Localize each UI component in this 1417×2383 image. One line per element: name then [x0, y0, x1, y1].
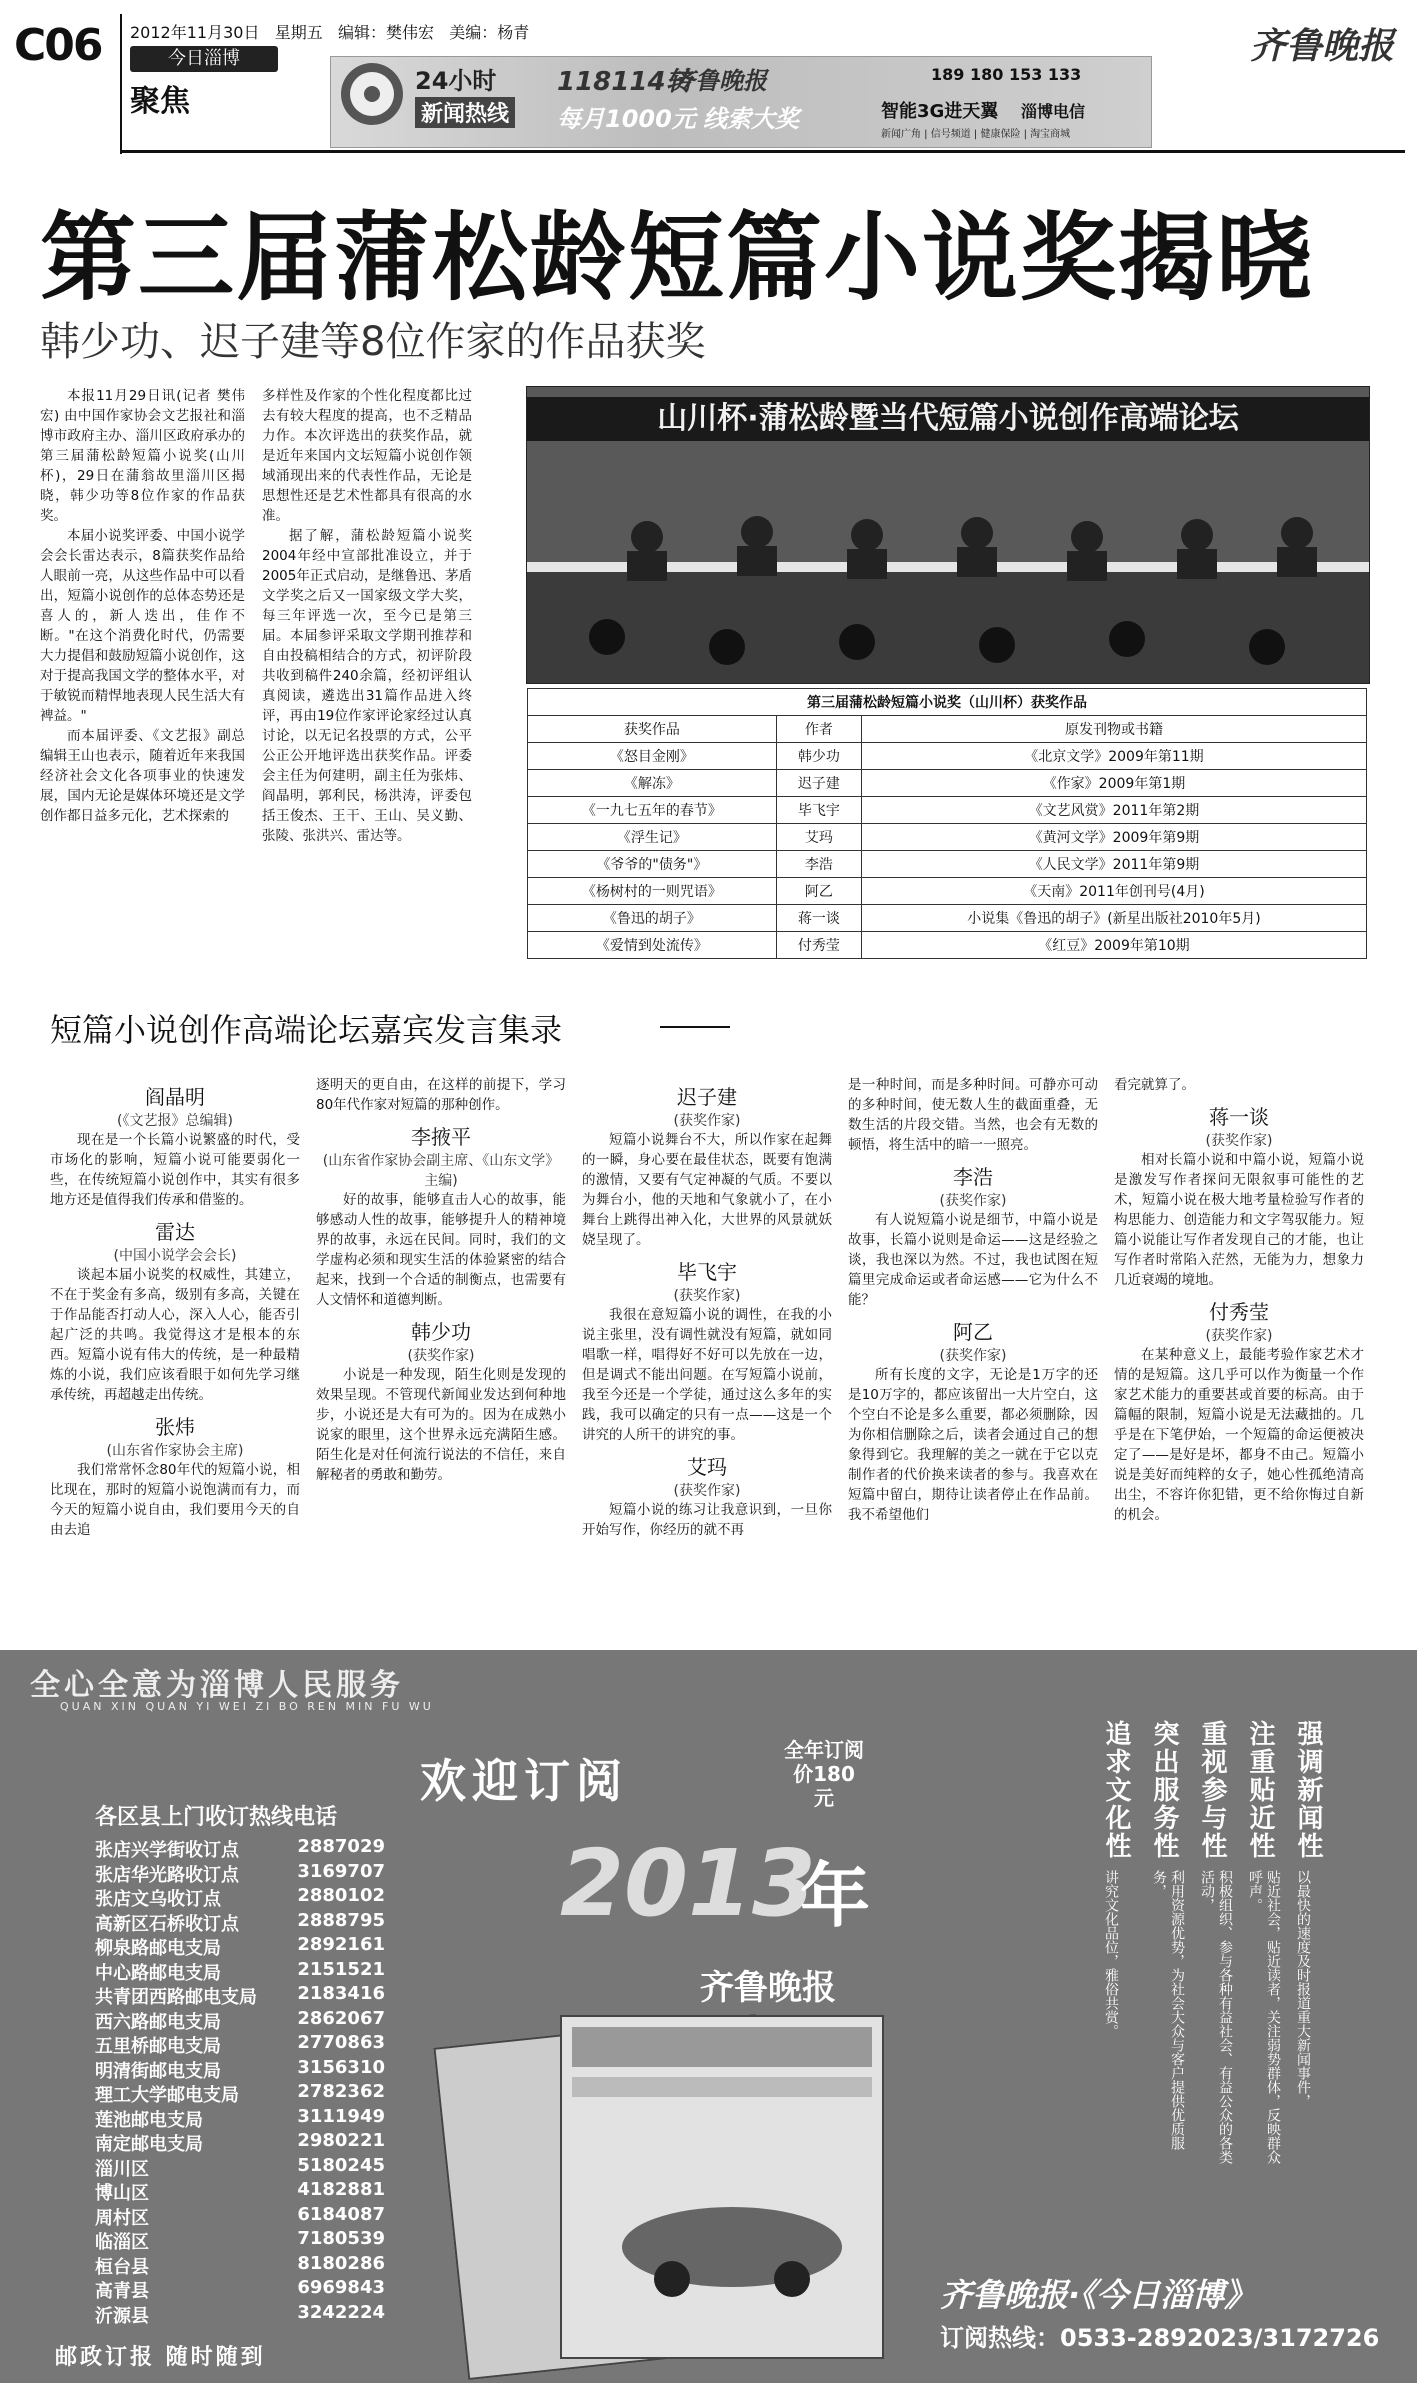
- ad-hotline-sub: 新闻热线: [415, 97, 515, 128]
- speaker-quote: 相对长篇小说和中篇小说，短篇小说是激发写作者探问无限叙事可能性的艺术，短篇小说在极大地考量检验写作者的构思能力、创造能力和文字驾驭能力。短篇小说能让写作者发现自己的才能，也让写作者时常陷入茫然，无能为力，想象力几近衰竭的境地。: [1114, 1152, 1364, 1288]
- article-column-1: [40, 386, 245, 826]
- table-row: [528, 905, 1367, 932]
- hotline-row[interactable]: [95, 2253, 385, 2279]
- forum-column-1: [50, 1075, 300, 1540]
- ad-hotline-label: 24小时: [415, 67, 497, 95]
- author: 阿乙: [776, 878, 861, 905]
- hotline-place: 柳泉路邮电支局: [95, 1938, 221, 1959]
- hotline-row[interactable]: [95, 2179, 385, 2205]
- ad-prize: 每月1000元: [557, 105, 696, 133]
- table-header: 原发刊物或书籍: [861, 716, 1366, 743]
- speaker-quote: 小说是一种发现，陌生化则是发现的效果呈现。不管现代新闻业发达到何种地步，小说还是大有可为的。因为在成熟小说家的眼里，这个世界永远充满陌生感。陌生化是对任何流行说法的不信任，来自解秘者的勇敢和勤劳。: [316, 1367, 566, 1483]
- hotline-row[interactable]: [95, 2008, 385, 2034]
- feature-title: 重视参与性: [1197, 1720, 1227, 1860]
- author: 毕飞宇: [776, 797, 861, 824]
- ad-phone: 189 180 153 133: [931, 65, 1082, 84]
- page-code: C06: [14, 20, 102, 71]
- hotline-row[interactable]: [95, 2032, 385, 2058]
- hotline-row[interactable]: [95, 2277, 385, 2303]
- hotline-number: 3156310: [297, 2056, 385, 2078]
- forum-column-3: [582, 1075, 832, 1540]
- speaker-name: 李掖平: [411, 1125, 471, 1149]
- table-header: 作者: [776, 716, 861, 743]
- feature-desc: 贴近社会，贴近读者，关注弱势群体，反映群众呼声。: [1247, 1870, 1281, 2164]
- speaker-quote: 有人说短篇小说是细节，中篇小说是故事，长篇小说则是命运——这是经验之谈，我也深以为然。不过，我也试图在短篇里完成命运或者命运感——它为什么不能？: [848, 1212, 1098, 1308]
- ad-pinyin: QUAN XIN QUAN YI WEI ZI BO REN MIN FU WU: [60, 1700, 434, 1713]
- author: 付秀莹: [776, 932, 861, 959]
- work: 《爷爷的"债务"》: [528, 851, 777, 878]
- editor: 编辑：樊伟宏: [338, 23, 435, 42]
- author: 韩少功: [776, 743, 861, 770]
- speaker-quote: 短篇小说舞台不大，所以作家在起舞的一瞬，身心要在最佳状态，既要有饱满的激情，又要有气定神凝的气质。不要以为舞台小，他的天地和气象就小了，在小舞台上跳得出神入化，大世界的风景就妖娆呈现了。: [582, 1132, 832, 1248]
- hotline-number: 2862067: [297, 2007, 385, 2029]
- hotline-place: 西六路邮电支局: [95, 2011, 221, 2033]
- ad-brand: 齐鲁晚报·《今日淄博》: [940, 2276, 1257, 2314]
- ad-slogan: 全心全意为淄博人民服务: [30, 1668, 404, 1703]
- hotline-number: 2980221: [297, 2130, 385, 2151]
- hotline-number: 7180539: [297, 2228, 385, 2249]
- ad-price: 全年订阅价180元: [784, 1738, 864, 1810]
- car-icon: [562, 2017, 882, 2357]
- source: 《人民文学》2011年第9期: [861, 851, 1366, 878]
- hotline-number: 2770863: [297, 2032, 385, 2053]
- speaker-role: (获奖作家): [1205, 1328, 1273, 1344]
- hotline-number: 3242224: [297, 2301, 385, 2323]
- hotline-row[interactable]: [95, 2302, 385, 2328]
- award-table: [527, 688, 1367, 959]
- section-tab[interactable]: 今日淄博: [130, 46, 278, 72]
- speaker-name: 张炜: [155, 1415, 195, 1439]
- work: 《浮生记》: [528, 824, 777, 851]
- hotline-place: 中心路邮电支局: [95, 1962, 221, 1984]
- hotline-row[interactable]: [95, 1959, 385, 1985]
- hotline-place: 莲池邮电支局: [95, 2109, 203, 2131]
- speaker-name: 毕飞宇: [677, 1260, 737, 1284]
- hotline-row[interactable]: [95, 1910, 385, 1936]
- speaker-name: 迟子建: [677, 1085, 737, 1109]
- ad-number: 118114转: [557, 67, 692, 97]
- speaker-role: (山东省作家协会副主席、《山东文学》主编): [322, 1153, 560, 1189]
- audience-silhouettes: [527, 447, 1369, 683]
- speaker-role: (获奖作家): [673, 1113, 741, 1129]
- ad-welcome: 欢迎订阅: [420, 1754, 628, 1808]
- speaker-role: (《文艺报》总编辑): [117, 1113, 233, 1129]
- speaker-quote: 看完就算了。: [1114, 1077, 1195, 1093]
- speaker-role: (获奖作家): [673, 1483, 741, 1499]
- hotline-number: 5180245: [297, 2154, 385, 2176]
- table-title: 第三届蒲松龄短篇小说奖（山川杯）获奖作品: [528, 689, 1367, 716]
- work: 《鲁迅的胡子》: [528, 905, 777, 932]
- hotline-row[interactable]: [95, 2155, 385, 2181]
- hotline-row[interactable]: [95, 2204, 385, 2230]
- forum-title: 短篇小说创作高端论坛嘉宾发言集录: [50, 1011, 563, 1049]
- subscription-hotline[interactable]: 订阅热线：0533-2892023/3172726: [940, 2324, 1380, 2352]
- hotline-row[interactable]: [95, 2228, 385, 2254]
- speaker-quote: 所有长度的文字，无论是1万字的还是10万字的，都应该留出一大片空白，这个空白不论是多么重要，都必须删除，因为你相信删除之后，读者会通过自己的想象得到它。我理解的美之一就在于它以克制作者的代价换来读者的参与。我喜欢在短篇中留白，期待让读者停止在作品前。我不希望他们: [848, 1367, 1098, 1523]
- speaker-quote: 好的故事，能够直击人心的故事，能够感动人性的故事，能够提升人的精神境界的故事，永远在民间。同时，我们的文学虚构必须和现实生活的体验紧密的结合起来，找到一个合适的制衡点，也需要有人文情怀和道德判断。: [316, 1192, 566, 1308]
- ad-telecom: 淄博电信: [1021, 102, 1086, 121]
- author: 李浩: [776, 851, 861, 878]
- hotline-row[interactable]: [95, 2081, 385, 2107]
- ad-brand: 齐鲁晚报: [671, 67, 767, 95]
- speaker-quote: 现在是一个长篇小说繁盛的时代，受市场化的影响，短篇小说可能要弱化一些，在传统短篇小说创作中，其实有很多地方还是值得我们传承和借鉴的。: [50, 1132, 300, 1208]
- page-subtitle: 韩少功、迟子建等8位作家的作品获奖: [40, 319, 706, 365]
- speaker-quote: 我们常常怀念80年代的短篇小说，相比现在，那时的短篇小说饱满而有力，而今天的短篇小说自由，我们要用今天的自由去追: [50, 1462, 300, 1538]
- photo-banner: 山川杯·蒲松龄暨当代短篇小说创作高端论坛: [527, 397, 1369, 441]
- feature-title: 突出服务性: [1149, 1720, 1179, 1860]
- hotline-number: 2888795: [297, 1909, 385, 1931]
- speaker-role: (获奖作家): [1205, 1133, 1273, 1149]
- hotline-row[interactable]: [95, 2106, 385, 2132]
- speaker-quote: 在某种意义上，最能考验作家艺术才情的是短篇。这几乎可以作为衡量一个作家艺术能力的重要甚或首要的标高。由于篇幅的限制，短篇小说是无法藏拙的。几乎是在下笔伊始，一个短篇的命运便被决定了——是好是坏，都身不由己。短篇小说是美好而纯粹的女子，她心性孤绝清高出尘，不容许你犯错，更不给你悔过自新的机会。: [1114, 1347, 1364, 1523]
- speaker-role: (获奖作家): [939, 1193, 1007, 1209]
- ad-year-char: 年: [800, 1855, 870, 1937]
- hotline-row[interactable]: [95, 1983, 385, 2009]
- article-paragraph: 据了解，蒲松龄短篇小说奖2004年经中宣部批准设立，并于2005年正式启动，是继鲁迅、茅盾文学奖之后又一国家级文学大奖，每三年评选一次，至今已是第三届。本届参评采取文学期刊推荐和自由投稿相结合的方式，初评阶段共收到稿件240余篇，经初评组认真阅读，遴选出31篇作品进入终评，再由19位作家评论家经过认真讨论，以无记名投票的方式，公平公正公开地评选出获奖作品。评委会主任为何建明，副主任为张炜、阎晶明，郭利民，杨洪涛，评委包括王俊杰、王干、王山、吴义勤、张陵、张洪兴、雷达等。: [262, 528, 472, 844]
- hotline-place: 沂源县: [95, 2305, 149, 2327]
- header-divider: [120, 14, 122, 154]
- hotline-place: 五里桥邮电支局: [95, 2036, 221, 2057]
- forum-column-4: [848, 1075, 1098, 1525]
- speaker-name: 蒋一谈: [1209, 1105, 1269, 1129]
- work: 《爱情到处流传》: [528, 932, 777, 959]
- hotline-number: 2887029: [297, 1836, 385, 1857]
- section-title: 聚焦: [130, 84, 190, 119]
- article-paragraph: 多样性及作家的个性化程度都比过去有较大程度的提高，也不乏精品力作。本次评选出的获奖作品，就是近年来国内文坛短篇小说创作领域涌现出来的代表性作品，无论是思想性还是艺术性都具有很高的水准。: [262, 388, 472, 524]
- hotline-number: 3169707: [297, 1860, 385, 1882]
- header-rule: [120, 150, 1405, 153]
- hotline-row[interactable]: [95, 1836, 385, 1862]
- article-paragraph: 本报11月29日讯(记者 樊伟宏) 由中国作家协会文艺报社和淄博市政府主办、淄川区政府承办的第三届蒲松龄短篇小说奖(山川杯)，29日在蒲翁故里淄川区揭晓，韩少功等8位作家的作品获奖。: [40, 388, 245, 524]
- source: 《红豆》2009年第10期: [861, 932, 1366, 959]
- forum-photo: [526, 386, 1370, 684]
- hotline-place: 高新区石桥收订点: [95, 1913, 239, 1935]
- ad-services: 新闻广角 | 信号频道 | 健康保险 | 淘宝商城: [881, 129, 1071, 140]
- table-row: [528, 743, 1367, 770]
- hotline-number: 3111949: [297, 2105, 385, 2127]
- speaker-name: 李浩: [953, 1165, 993, 1189]
- newspaper-image: [560, 2015, 884, 2359]
- hotline-number: 2892161: [297, 1934, 385, 1955]
- designer: 美编：杨青: [449, 23, 530, 42]
- work: 《解冻》: [528, 770, 777, 797]
- hotline-number: 6184087: [297, 2203, 385, 2225]
- speaker-role: (中国小说学会会长): [113, 1248, 237, 1264]
- speaker-name: 阿乙: [953, 1320, 993, 1344]
- source: 《天南》2011年创刊号(4月): [861, 878, 1366, 905]
- hotline-place: 南定邮电支局: [95, 2134, 203, 2155]
- ad-year: 2013: [560, 1830, 817, 1937]
- weekday: 星期五: [274, 23, 323, 42]
- speaker-name: 雷达: [155, 1220, 195, 1244]
- hotline-number: 6969843: [297, 2277, 385, 2298]
- forum-title-rule: [660, 1026, 730, 1028]
- hotline-place: 临淄区: [95, 2232, 149, 2253]
- feature-desc: 讲究文化品位，雅俗共赏。: [1103, 1870, 1119, 2038]
- table-row: [528, 932, 1367, 959]
- hotline-row[interactable]: [95, 1885, 385, 1911]
- source: 《北京文学》2009年第11期: [861, 743, 1366, 770]
- author: 蒋一谈: [776, 905, 861, 932]
- hotline-number: 8180286: [297, 2252, 385, 2274]
- speaker-quote: 是一种时间，而是多种时间。可静亦可动的多种时间，使无数人生的截面重叠，无数生活的片段交错。当然，也会有无数的顿悟，将生活中的暗一一照亮。: [848, 1077, 1098, 1153]
- work: 《一九七五年的春节》: [528, 797, 777, 824]
- hotline-place: 理工大学邮电支局: [95, 2085, 239, 2106]
- hotline-place: 张店兴学街收订点: [95, 1840, 239, 1861]
- table-row: [528, 824, 1367, 851]
- feature-title: 追求文化性: [1101, 1720, 1131, 1860]
- hotline-number: 2782362: [297, 2081, 385, 2102]
- date: 2012年11月30日: [130, 23, 260, 42]
- source: 《作家》2009年第1期: [861, 770, 1366, 797]
- feature-title: 强调新闻性: [1293, 1720, 1323, 1860]
- hotline-place: 张店文乌收订点: [95, 1889, 221, 1910]
- table-row: [528, 851, 1367, 878]
- hotline-place: 张店华光路收订点: [95, 1864, 239, 1886]
- feature-title: 注重贴近性: [1245, 1720, 1275, 1860]
- speaker-role: (获奖作家): [673, 1288, 741, 1304]
- author: 迟子建: [776, 770, 861, 797]
- article-column-2: [262, 386, 472, 846]
- source: 《黄河文学》2009年第9期: [861, 824, 1366, 851]
- article-paragraph: 本届小说奖评委、中国小说学会会长雷达表示，8篇获奖作品给人眼前一亮，从这些作品中可以看出，短篇小说创作的总体态势还是喜人的，新人迭出，佳作不断。"在这个消费化时代，仍需要大力提倡和鼓励短篇小说创作，这对于提高我国文学的整体水平，对于敏锐而精悍地表现人民生活大有裨益。": [40, 528, 245, 724]
- article-paragraph: 而本届评委、《文艺报》副总编辑王山也表示，随着近年来我国经济社会文化各项事业的快速发展，国内无论是媒体环境还是文学创作都日益多元化，艺术探索的: [40, 728, 245, 824]
- speaker-role: (获奖作家): [939, 1348, 1007, 1364]
- page-meta: [130, 20, 529, 43]
- hotline-place: 桓台县: [95, 2256, 149, 2278]
- hotline-place: 周村区: [95, 2207, 149, 2229]
- speaker-quote: 谈起本届小说奖的权威性，其建立，不在于奖金有多高，级别有多高，关键在于作品能否打动人心，深入人心，能否引起广泛的共鸣。我觉得这才是根本的东西。短篇小说有伟大的传统，是一种最精炼的小说，我们应该看眼于如何先学习继承传统，再超越走出传统。: [50, 1267, 300, 1403]
- hotline-number: 4182881: [297, 2179, 385, 2200]
- page-title: 第三届蒲松龄短篇小说奖揭晓: [40, 202, 1314, 314]
- hotline-place: 明清街邮电支局: [95, 2060, 221, 2082]
- feature-desc: 以最快的速度及时报道重大新闻事件，: [1295, 1870, 1311, 2108]
- speaker-name: 付秀莹: [1209, 1300, 1269, 1324]
- hotline-place: 共青团西路邮电支局: [95, 1987, 257, 2008]
- hotline-place: 高青县: [95, 2281, 149, 2302]
- feature-desc: 积极组织、参与各种有益社会、有益公众的各类活动，: [1199, 1870, 1233, 2164]
- ad-paper-name: 齐鲁晚报: [700, 1968, 836, 2008]
- speaker-quote: 短篇小说的练习让我意识到，一旦你开始写作，你经历的就不再: [582, 1502, 832, 1538]
- speaker-quote: 逐明天的更自由，在这样的前提下，学习80年代作家对短篇的那种创作。: [316, 1077, 566, 1113]
- work: 《杨树村的一则咒语》: [528, 878, 777, 905]
- table-row: [528, 878, 1367, 905]
- forum-column-2: [316, 1075, 566, 1485]
- hotline-row[interactable]: [95, 1934, 385, 1960]
- speaker-quote: 我很在意短篇小说的调性，在我的小说主张里，没有调性就没有短篇，就如同唱歌一样，唱得好不好可以先放在一边，但是调式不能出问题。在写短篇小说前，我至今还是一个学徒，通过这么多年的实践，我可以确定的只有一点——这是一个讲究的人所干的讲究的事。: [582, 1307, 832, 1443]
- hotline-number: 2880102: [297, 1885, 385, 1906]
- hotline-place: 博山区: [95, 2183, 149, 2204]
- feature-desc: 利用资源优势，为社会大众与客户提供优质服务，: [1151, 1870, 1185, 2150]
- speaker-name: 阎晶明: [145, 1085, 205, 1109]
- forum-column-5: [1114, 1075, 1364, 1525]
- hotline-number: 2183416: [297, 1983, 385, 2004]
- hotline-row[interactable]: [95, 1861, 385, 1887]
- hotline-title: 各区县上门收订热线电话: [95, 1805, 338, 1830]
- mail-note: 邮政订报 随时随到: [55, 2345, 266, 2370]
- author: 艾玛: [776, 824, 861, 851]
- brand-logo: 齐鲁晚报: [1250, 25, 1395, 67]
- ad-prize-tail: 线索大奖: [703, 105, 799, 133]
- hotline-row[interactable]: [95, 2130, 385, 2156]
- speaker-role: (山东省作家协会主席): [106, 1443, 244, 1459]
- header-ad-banner[interactable]: [330, 56, 1152, 148]
- ad-smart: 智能3G进天翼: [881, 101, 999, 122]
- speaker-role: (获奖作家): [407, 1348, 475, 1364]
- work: 《怒目金刚》: [528, 743, 777, 770]
- hotline-place: 淄川区: [95, 2158, 149, 2180]
- table-row: [528, 797, 1367, 824]
- telephone-icon: [341, 63, 403, 125]
- table-header: 获奖作品: [528, 716, 777, 743]
- speaker-name: 韩少功: [411, 1320, 471, 1344]
- speaker-name: 艾玛: [687, 1455, 727, 1479]
- source: 《文艺风赏》2011年第2期: [861, 797, 1366, 824]
- hotline-row[interactable]: [95, 2057, 385, 2083]
- source: 小说集《鲁迅的胡子》(新星出版社2010年5月): [861, 905, 1366, 932]
- hotline-number: 2151521: [297, 1958, 385, 1980]
- table-row: [528, 770, 1367, 797]
